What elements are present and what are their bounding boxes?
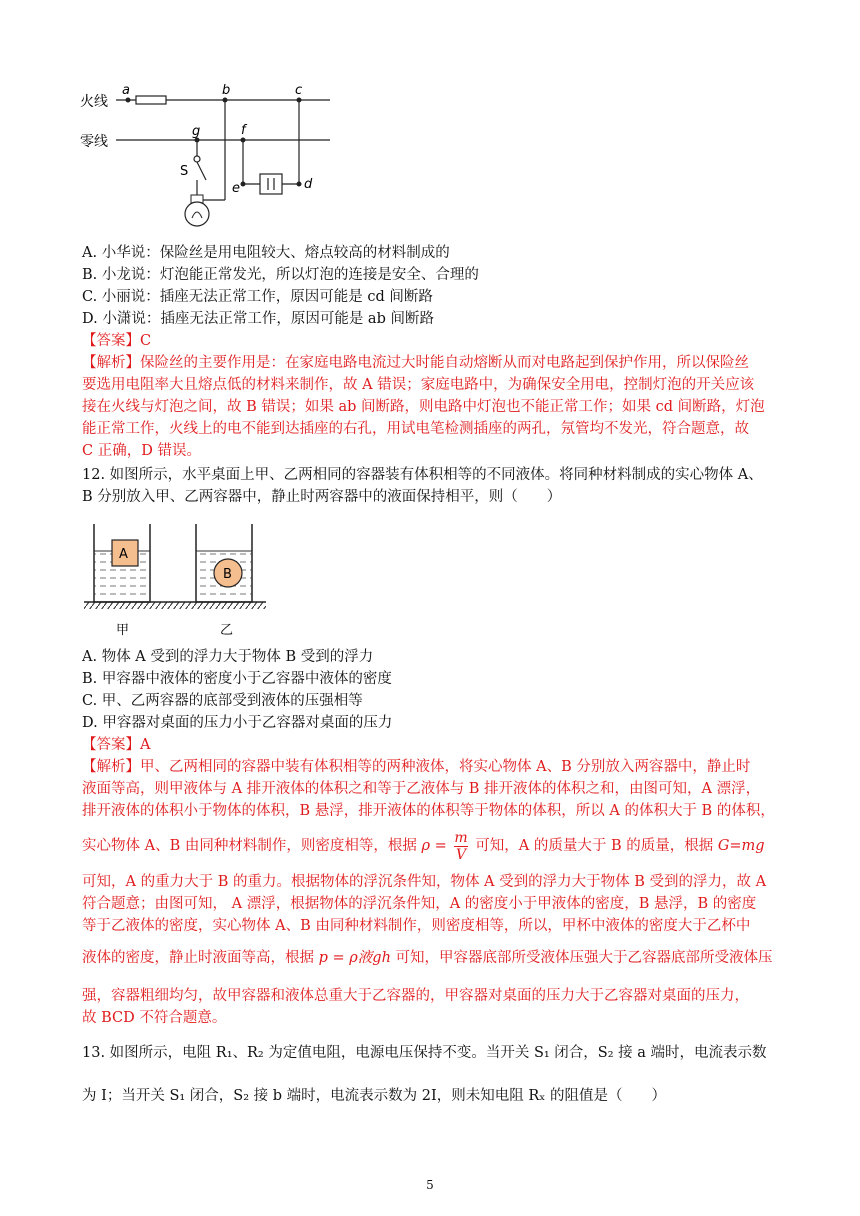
socket [260, 174, 282, 194]
containers-figure [80, 518, 280, 643]
q11-option-d: D. 小潇说：插座无法正常工作，原因可能是 ab 间断路 [82, 311, 434, 327]
q12-pressure-line: 液体的密度，静止时液面等高，根据 p = ρ液gh 可知，甲容器底部所受液体压强大于乙容器底部所受液体压 [82, 950, 773, 966]
live-wire-label: 火线 [80, 94, 108, 110]
circuit-diagram [78, 80, 348, 240]
q12-stem-2: B 分别放入甲、乙两容器中，静止时两容器中的液面保持相平，则（ ） [82, 489, 562, 505]
q11-answer: 【答案】C [82, 333, 152, 349]
q11-option-c: C. 小丽说：插座无法正常工作，原因可能是 cd 间断路 [82, 289, 433, 305]
bulb-icon [185, 202, 209, 226]
q12-analysis-8: 故 BCD 不符合题意。 [82, 1010, 227, 1026]
q12-answer: 【答案】A [82, 737, 151, 753]
q12-option-a: A. 物体 A 受到的浮力大于物体 B 受到的浮力 [82, 649, 374, 665]
svg-text:a: a [122, 83, 130, 98]
label-yi: 乙 [220, 623, 234, 638]
q13-line-2: 为 I；当开关 S₁ 闭合，S₂ 接 b 端时，电流表示数为 2I，则未知电阻 Rₓ 的阻值是（ ） [82, 1088, 666, 1104]
q12-density-line: 实心物体 A、B 由同种材料制作，则密度相等，根据 ρ = $\frac{m}{V}$ 可知，A 的质量大于 B 的质量，根据 G=mg [82, 829, 765, 863]
q12-analysis-2: 液面等高，则甲液体与 A 排开液体的体积之和等于乙液体与 B 排开液体的体积之和，由图可知，A 漂浮， [82, 781, 761, 797]
svg-text:d: d [304, 177, 313, 192]
q12-option-b: B. 甲容器中液体的密度小于乙容器中液体的密度 [82, 671, 392, 687]
q12-analysis-4: 可知，A 的重力大于 B 的重力。根据物体的浮沉条件知，物体 A 受到的浮力大于物体 B 受到的浮力，故 A [82, 874, 767, 890]
q12-stem-1: 12. 如图所示，水平桌面上甲、乙两相同的容器装有体积相等的不同液体。将同种材料制成的实心物体 A、 [82, 467, 763, 483]
label-jia: 甲 [116, 623, 130, 638]
q12-analysis-1: 【解析】甲、乙两相同的容器中装有体积相等的两种液体，将实心物体 A、B 分别放入两容器中，静止时 [82, 759, 751, 775]
svg-text:c: c [295, 83, 303, 98]
q12-analysis-6: 等于乙液体的密度，实心物体 A、B 由同种材料制作，则密度相等，所以，甲杯中液体的密度大于乙杯中 [82, 918, 751, 934]
svg-text:f: f [241, 123, 246, 138]
q11-analysis-3: 接在火线与灯泡之间，故 B 错误；如果 ab 间断路，则电路中灯泡也不能正常工作；如果 cd 间断路，灯泡 [82, 399, 765, 415]
switch-s [197, 162, 206, 180]
svg-text:S: S [180, 164, 189, 179]
svg-text:e: e [232, 181, 240, 196]
svg-text:g: g [192, 124, 201, 139]
q12-analysis-5: 符合题意；由图可知， A 漂浮，根据物体的浮沉条件知，A 的密度小于甲液体的密度，B 悬浮，B 的密度 [82, 896, 757, 912]
q11-option-b: B. 小龙说：灯泡能正常发光，所以灯泡的连接是安全、合理的 [82, 267, 479, 283]
fuse [136, 96, 166, 104]
q12-option-d: D. 甲容器对桌面的压力小于乙容器对桌面的压力 [82, 715, 393, 731]
q11-option-a: A. 小华说：保险丝是用电阻较大、熔点较高的材料制成的 [82, 245, 450, 261]
q12-analysis-7: 强，容器粗细均匀，故甲容器和液体总重大于乙容器的，甲容器对桌面的压力大于乙容器对桌面的压力， [82, 988, 749, 1004]
q11-analysis-1: 【解析】保险丝的主要作用是：在家庭电路电流过大时能自动熔断从而对电路起到保护作用，所以保险丝 [82, 355, 749, 371]
q11-analysis-5: C 正确，D 错误。 [82, 443, 201, 459]
neutral-wire-label: 零线 [80, 134, 108, 150]
q12-analysis-3: 排开液体的体积小于物体的体积，B 悬浮，排开液体的体积等于物体的体积，所以 A 的体积大于 B 的体积， [82, 803, 775, 819]
q12-option-c: C. 甲、乙两容器的底部受到液体的压强相等 [82, 693, 363, 709]
q13-line-1: 13. 如图所示，电阻 R₁、R₂ 为定值电阻，电源电压保持不变。当开关 S₁ 闭合，S₂ 接 a 端时，电流表示数 [82, 1045, 767, 1061]
q11-analysis-2: 要选用电阻率大且熔点低的材料来制作，故 A 错误；家庭电路中，为确保安全用电，控制灯泡的开关应该 [82, 377, 755, 393]
q11-analysis-4: 能正常工作，火线上的电不能到达插座的右孔，用试电笔检测插座的两孔，氖管均不发光，符合题意，故 [82, 421, 749, 437]
svg-text:b: b [222, 83, 231, 98]
page-number: 5 [426, 1178, 434, 1192]
svg-text:A: A [119, 547, 128, 562]
svg-text:B: B [223, 567, 232, 582]
